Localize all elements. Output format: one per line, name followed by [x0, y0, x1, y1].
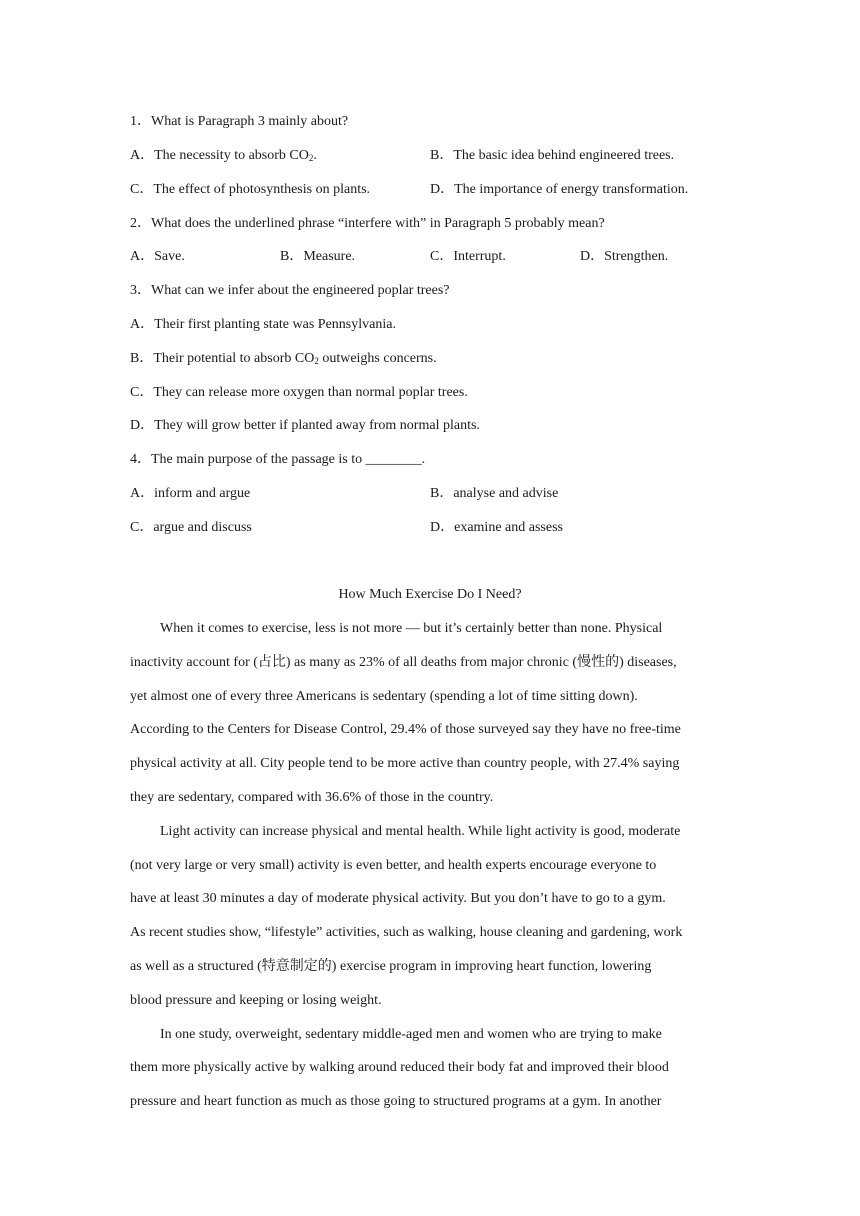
paragraph-1-line: inactivity account for (占比) as many as 23% of all deaths from major chronic (慢性的) diseases, — [130, 655, 677, 670]
paragraph-2-line: as well as a structured (特意制定的) exercise program in improving heart function, lowering — [130, 959, 652, 974]
question-2-option-c: C．Interrupt. — [430, 249, 506, 264]
question-4-option-a: A．inform and argue — [130, 486, 251, 501]
question-2-option-d: D．Strengthen. — [580, 249, 669, 264]
passage-title: How Much Exercise Do I Need? — [338, 587, 522, 602]
question-3-option-b: B．Their potential to absorb $CO_2$ outweighs concerns. — [130, 351, 437, 366]
question-3-stem: 3．What can we infer about the engineered poplar trees? — [130, 283, 450, 298]
question-3-option-d: D．They will grow better if planted away from normal plants. — [130, 418, 480, 433]
question-2-option-a: A．Save. — [130, 249, 185, 264]
question-1-option-a: A．The necessity to absorb $CO_2$. — [130, 148, 317, 163]
question-1-option-b: B．The basic idea behind engineered trees. — [430, 148, 675, 163]
question-1-option-c: C．The effect of photosynthesis on plants. — [130, 182, 371, 197]
paragraph-3-line: them more physically active by walking around reduced their body fat and improved their blood — [130, 1060, 669, 1075]
question-1-option-d: D．The importance of energy transformation. — [430, 182, 689, 197]
question-3-option-a: A．Their first planting state was Pennsylvania. — [130, 317, 396, 332]
paragraph-3-line: In one study, overweight, sedentary middle-aged men and women who are trying to make — [160, 1027, 662, 1042]
paragraph-2-line: blood pressure and keeping or losing weight. — [130, 993, 382, 1008]
paragraph-3-line: pressure and heart function as much as those going to structured programs at a gym. In another — [130, 1094, 662, 1109]
question-4-option-c: C．argue and discuss — [130, 520, 252, 535]
paragraph-1-line: they are sedentary, compared with 36.6% of those in the country. — [130, 790, 494, 805]
paragraph-2-line: (not very large or very small) activity is even better, and health experts encourage everyone to — [130, 858, 657, 873]
question-2-stem: 2．What does the underlined phrase “interfere with” in Paragraph 5 probably mean? — [130, 216, 605, 231]
paragraph-1-line: yet almost one of every three Americans is sedentary (spending a lot of time sitting down). — [130, 689, 638, 704]
paragraph-2-line: have at least 30 minutes a day of moderate physical activity. But you don’t have to go to a gym. — [130, 891, 666, 906]
paragraph-2-line: Light activity can increase physical and mental health. While light activity is good, moderate — [160, 824, 681, 839]
question-4-option-b: B．analyse and advise — [430, 486, 559, 501]
paragraph-1-line: physical activity at all. City people tend to be more active than country people, with 27.4% saying — [130, 756, 680, 771]
question-4-stem: 4．The main purpose of the passage is to ________. — [130, 452, 426, 467]
paragraph-1-line: When it comes to exercise, less is not more — but it’s certainly better than none. Physical — [160, 621, 663, 636]
question-2-option-b: B．Measure. — [280, 249, 356, 264]
paragraph-1-line: According to the Centers for Disease Control, 29.4% of those surveyed say they have no free-time — [130, 722, 681, 737]
paragraph-2-line: As recent studies show, “lifestyle” activities, such as walking, house cleaning and gardening, work — [130, 925, 683, 940]
question-3-option-c: C．They can release more oxygen than normal poplar trees. — [130, 385, 468, 400]
question-4-option-d: D．examine and assess — [430, 520, 563, 535]
question-1-stem: 1．What is Paragraph 3 mainly about? — [130, 114, 349, 129]
